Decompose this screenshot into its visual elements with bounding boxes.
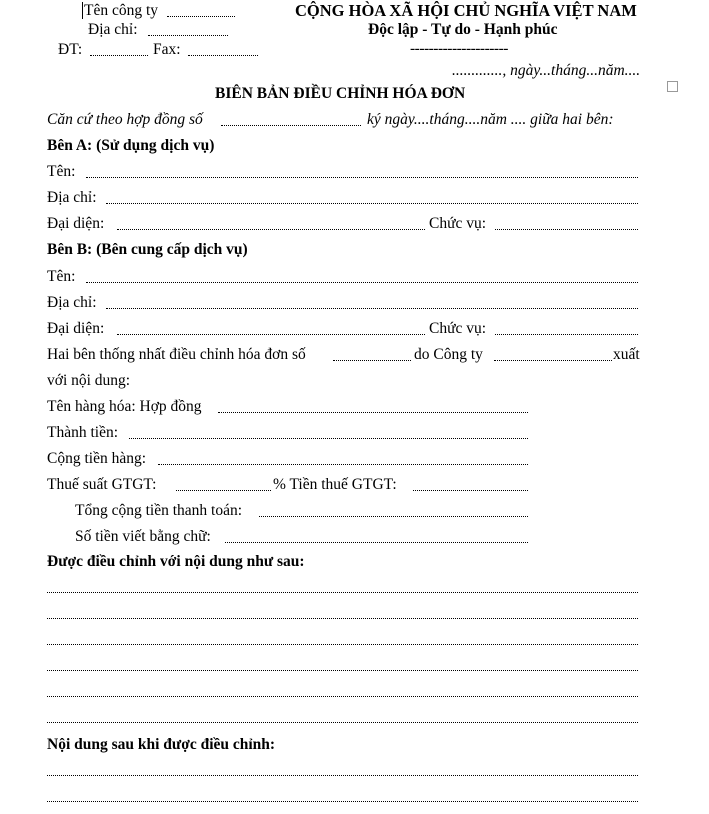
party-a-position-field[interactable] [495, 229, 638, 230]
vat-rate-field[interactable] [176, 490, 271, 491]
amount-field[interactable] [129, 438, 528, 439]
party-a-name-label: Tên: [47, 163, 76, 180]
subtotal-label: Cộng tiền hàng: [47, 450, 147, 467]
adjusted-line-4[interactable] [47, 670, 638, 671]
amount-label: Thành tiền: [47, 424, 119, 441]
page-corner-marker [667, 81, 678, 92]
contract-number-field[interactable] [221, 125, 361, 126]
adjusted-line-1[interactable] [47, 592, 638, 593]
party-b-name-field[interactable] [86, 282, 638, 283]
after-line-1[interactable] [47, 775, 638, 776]
vat-rate-label: Thuế suất GTGT: [47, 476, 157, 493]
vat-amount-label: % Tiền thuế GTGT: [273, 476, 397, 493]
goods-label: Tên hàng hóa: Hợp đồng [47, 398, 202, 415]
party-b-address-label: Địa chỉ: [47, 294, 97, 311]
phone-label: ĐT: [58, 41, 83, 58]
invoice-number-field[interactable] [333, 360, 411, 361]
fax-label: Fax: [153, 41, 181, 58]
party-a-address-field[interactable] [106, 203, 638, 204]
text-cursor [82, 2, 83, 19]
adjusted-line-2[interactable] [47, 618, 638, 619]
agreement-content-label: với nội dung: [47, 372, 131, 389]
adjusted-heading: Được điều chỉnh với nội dung như sau: [47, 553, 305, 570]
document-title: BIÊN BẢN ĐIỀU CHỈNH HÓA ĐƠN [215, 85, 466, 102]
adjusted-line-6[interactable] [47, 722, 638, 723]
vat-amount-field[interactable] [413, 490, 528, 491]
basis-suffix: ký ngày....tháng....năm .... giữa hai bên: [367, 111, 614, 128]
party-b-rep-field[interactable] [117, 334, 425, 335]
party-b-position-label: Chức vụ: [429, 320, 487, 337]
in-words-field[interactable] [225, 542, 528, 543]
adjusted-line-3[interactable] [47, 644, 638, 645]
company-field[interactable] [167, 16, 235, 17]
nation-title: CỘNG HÒA XÃ HỘI CHỦ NGHĨA VIỆT NAM [295, 1, 637, 20]
party-b-heading: Bên B: (Bên cung cấp dịch vụ) [47, 241, 248, 258]
party-a-heading: Bên A: (Sử dụng dịch vụ) [47, 137, 215, 154]
total-label: Tổng cộng tiền thanh toán: [75, 502, 243, 519]
party-b-name-label: Tên: [47, 268, 76, 285]
party-b-rep-label: Đại diện: [47, 320, 105, 337]
address-label: Địa chỉ: [88, 21, 138, 38]
in-words-label: Số tiền viết bằng chữ: [75, 528, 211, 545]
goods-field[interactable] [218, 412, 528, 413]
motto: Độc lập - Tự do - Hạnh phúc [368, 21, 558, 38]
adjusted-line-5[interactable] [47, 696, 638, 697]
party-a-name-field[interactable] [86, 177, 638, 178]
agreement-text: Hai bên thống nhất điều chỉnh hóa đơn số [47, 346, 306, 363]
issuing-company-field[interactable] [494, 360, 612, 361]
agreement-issue-label: xuất [613, 346, 640, 363]
after-line-2[interactable] [47, 801, 638, 802]
address-field[interactable] [148, 35, 228, 36]
party-a-position-label: Chức vụ: [429, 215, 487, 232]
party-b-address-field[interactable] [106, 308, 638, 309]
after-heading: Nội dung sau khi được điều chỉnh: [47, 736, 276, 753]
party-a-rep-label: Đại diện: [47, 215, 105, 232]
basis-prefix: Căn cứ theo hợp đồng số [47, 111, 203, 128]
motto-underline: --------------------- [410, 40, 508, 57]
phone-field[interactable] [90, 55, 148, 56]
party-a-address-label: Địa chỉ: [47, 189, 97, 206]
subtotal-field[interactable] [158, 464, 528, 465]
agreement-company-label: do Công ty [414, 346, 483, 363]
company-label: Tên công ty [84, 2, 159, 19]
party-b-position-field[interactable] [495, 334, 638, 335]
party-a-rep-field[interactable] [117, 229, 425, 230]
fax-field[interactable] [188, 55, 258, 56]
total-field[interactable] [259, 516, 528, 517]
date-line: ............., ngày...tháng...năm.... [452, 62, 641, 79]
